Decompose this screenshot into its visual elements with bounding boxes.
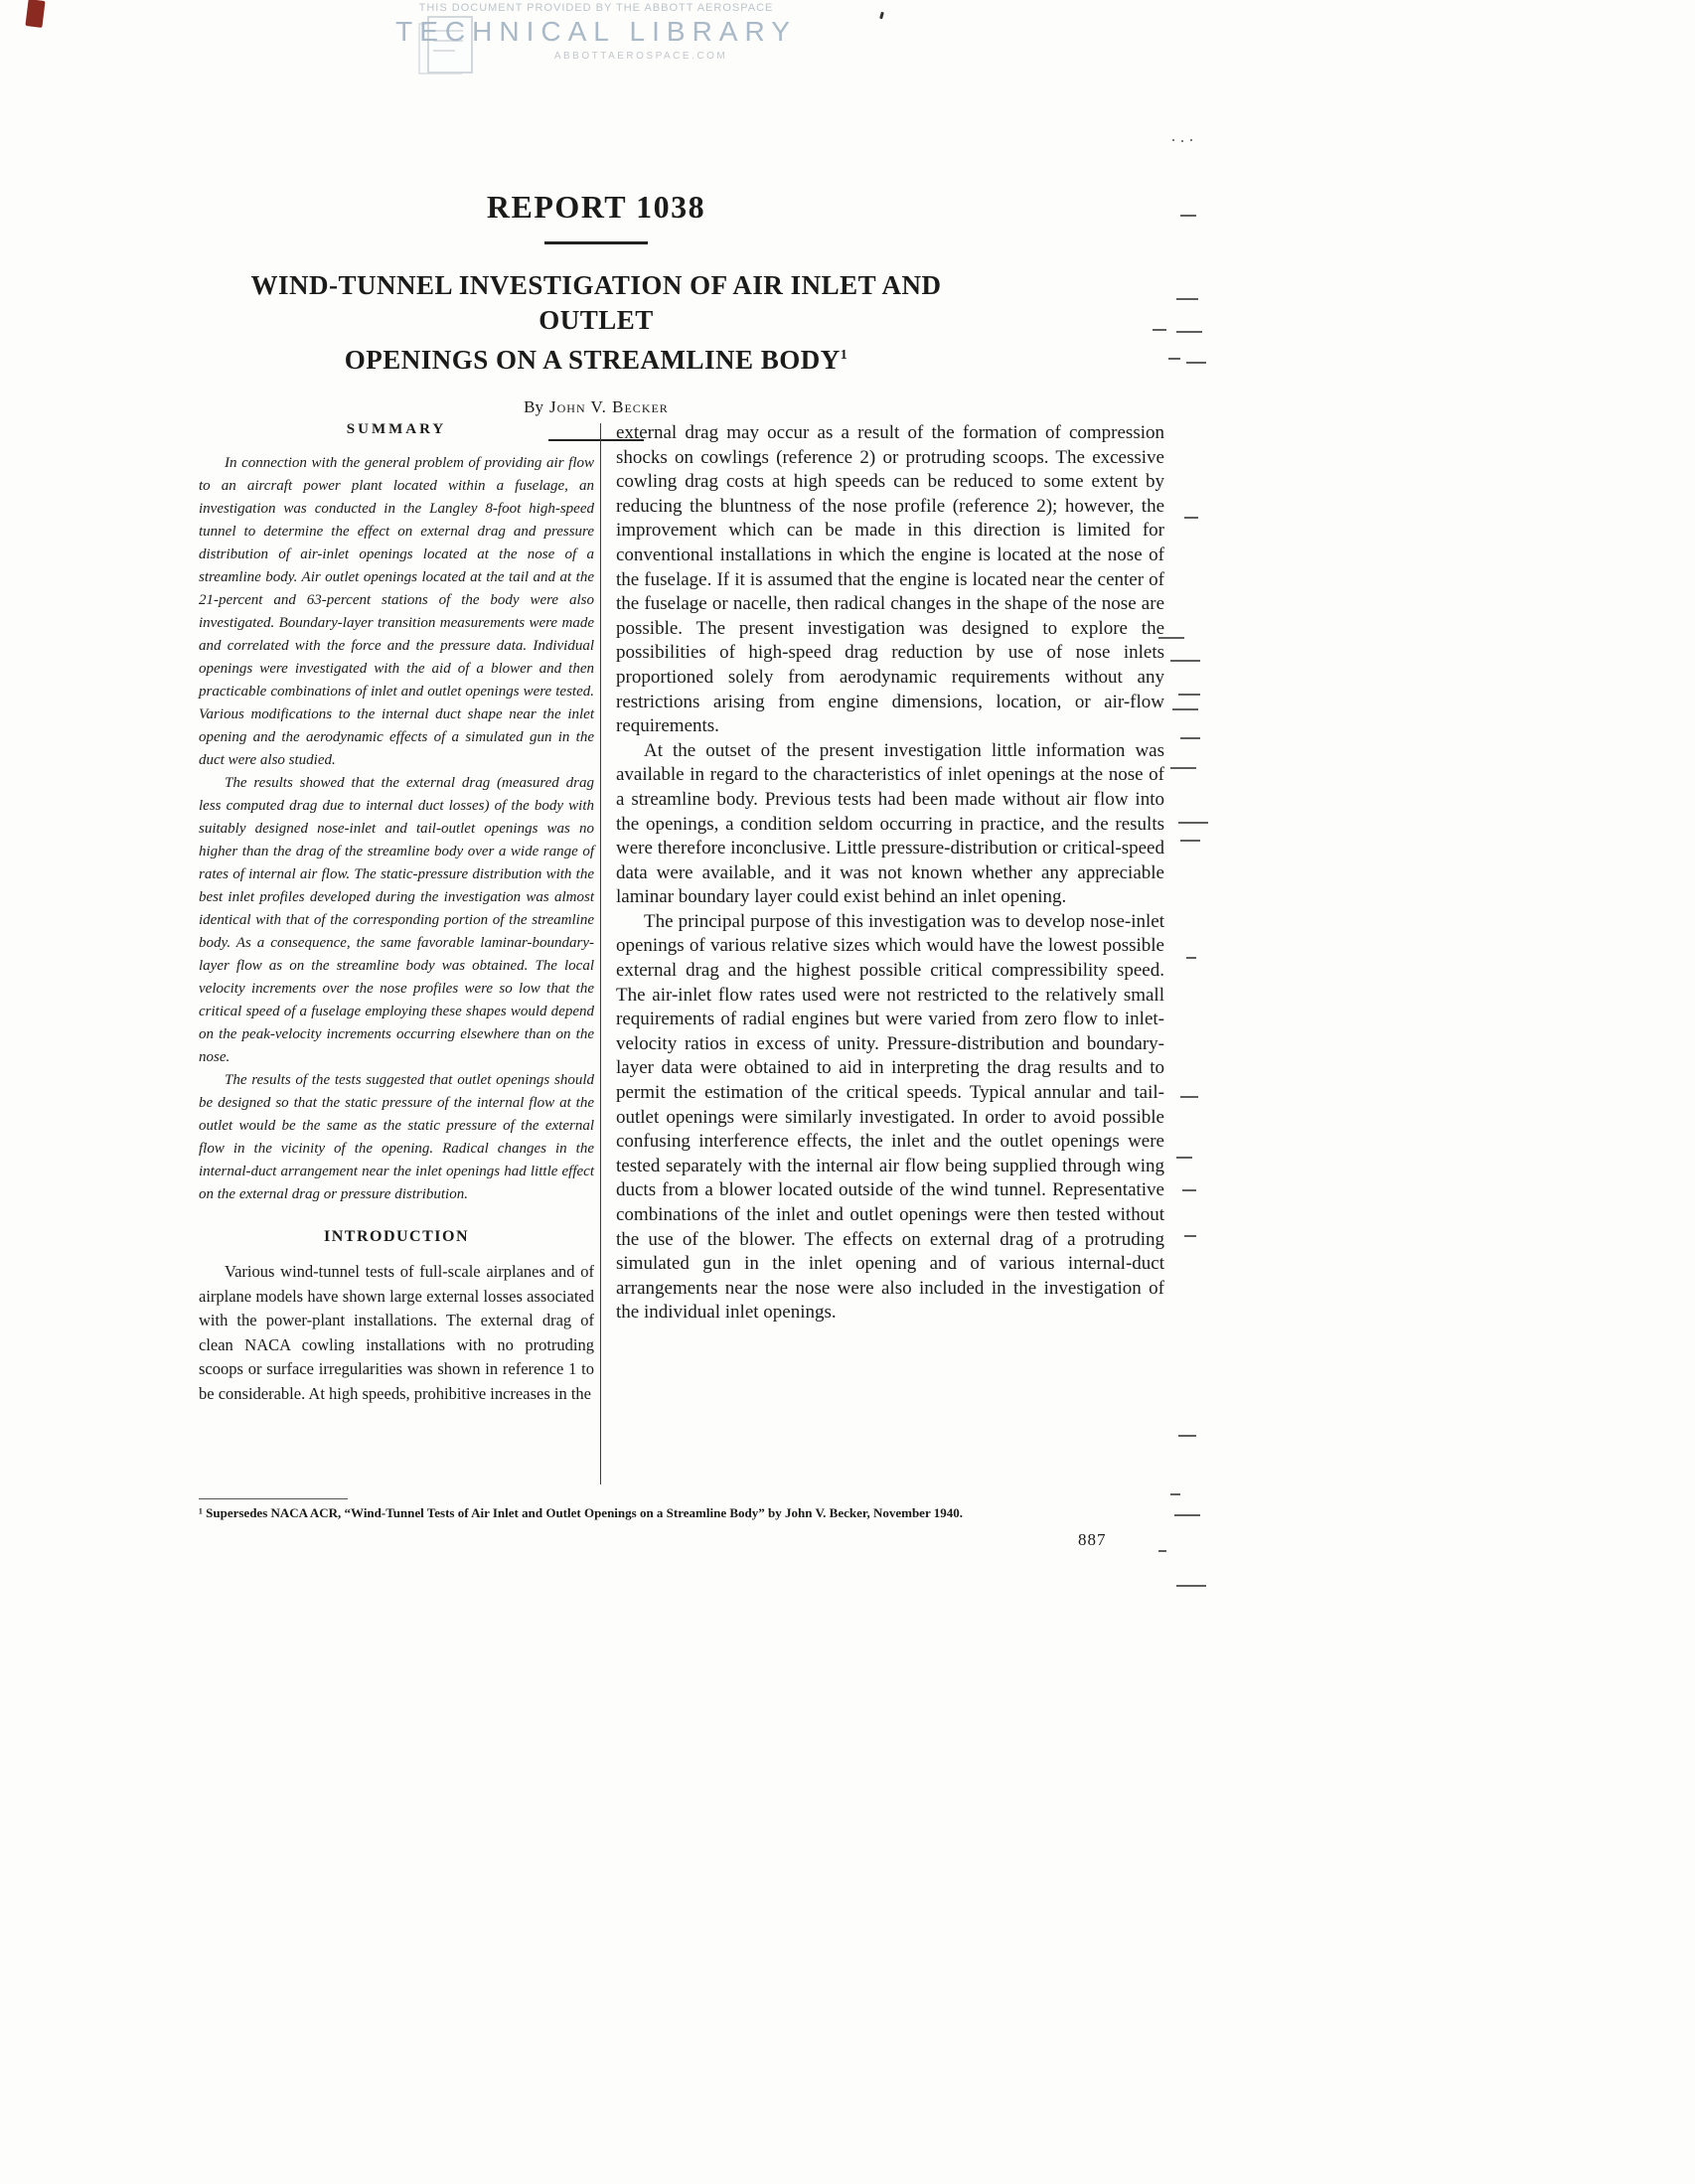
watermark-library-title: TECHNICAL LIBRARY xyxy=(395,16,797,47)
paper-title-line1: WIND-TUNNEL INVESTIGATION OF AIR INLET AND OUTLET xyxy=(250,270,942,335)
pencil-dash-mark xyxy=(1174,1514,1200,1516)
pencil-dash-mark xyxy=(1176,331,1202,333)
pencil-dash-mark xyxy=(1172,708,1198,710)
left-column xyxy=(199,421,594,1406)
pencil-dash-mark xyxy=(1176,1585,1206,1587)
pencil-dash-mark xyxy=(1168,358,1180,360)
pencil-dash-mark xyxy=(1184,1235,1196,1237)
pencil-dash-mark xyxy=(1176,298,1198,300)
body-paragraph: At the outset of the present investigation little information was available in regard to the characteristics of inlet openings at the nose of a streamline body. Previous tests had been made without air flow into the openings, a condition seldom occurring in practice, and the results were therefore inconclusive. Little pressure-distribution or critical-speed data were available, and it was not known whether any appreciable laminar boundary layer could exist behind an inlet opening. xyxy=(616,739,1164,908)
introduction-heading: INTRODUCTION xyxy=(323,1228,469,1245)
summary-paragraph: In connection with the general problem of providing air flow to an aircraft power plant located within a fuselage, an investigation was conducted in the Langley 8-foot high-speed tunnel to determine the effect on external drag and pressure distribution of air-inlet openings located at the nose of a streamline body. Air outlet openings located at the tail and at the 21-percent and 63-percent stations of the body were also investigated. Boundary-layer transition measurements were made and correlated with the force and the pressure data. Individual openings were investigated with the aid of a blower and then practicable combinations of inlet and outlet openings were tested. Various modifications to the internal duct shape near the inlet opening and the aerodynamic effects of a simulated gun in the duct were also studied. xyxy=(199,455,594,768)
pencil-dash-mark xyxy=(1184,517,1198,519)
pencil-dash-mark xyxy=(1153,329,1166,331)
introduction-section xyxy=(199,1260,594,1406)
summary-paragraph: The results of the tests suggested that outlet openings should be designed so that the static pressure of the internal flow at the outlet would be the same as the static pressure of the external flow in the vicinity of the opening. Radical changes in the internal-duct arrangement near the inlet openings had little effect on the external drag or pressure distribution. xyxy=(199,1072,594,1202)
watermark xyxy=(298,2,894,62)
pencil-dash-mark xyxy=(1180,737,1200,739)
pencil-dash-mark xyxy=(1180,1096,1198,1098)
pencil-dash-mark xyxy=(1170,660,1200,662)
pencil-dots-mark xyxy=(1172,139,1174,141)
column-divider xyxy=(600,423,601,1484)
footnote: ¹ Supersedes NACA ACR, “Wind-Tunnel Tests of Air Inlet and Outlet Openings on a Streamline Body” by John V. Becker, November 1940. xyxy=(199,1505,963,1520)
pencil-dash-mark xyxy=(1180,840,1200,842)
body-paragraph: The principal purpose of this investigation was to develop nose-inlet openings of various relative sizes which would have the lowest possible external drag and the highest possible critical compressibility speed. The air-inlet flow rates used were not restricted to the relatively small requirements of radial engines but were varied from zero flow to inlet-velocity ratios in excess of unity. Pressure-distribution and boundary-layer data were obtained to aid in interpreting the drag results and to permit the estimation of the critical speeds. Typical annular and tail-outlet openings were similarly investigated. In order to avoid possible confusing interference effects, the inlet and the outlet openings were tested separately with the internal air flow being supplied through wing ducts from a blower located outside of the wind tunnel. Representative combinations of the inlet and outlet openings were then tested without the use of the blower. The effects on external drag of a protruding simulated gun in the inlet opening and of various internal-duct arrangements near the nose were also included in the investigation of the individual inlet openings. xyxy=(616,910,1164,1324)
pencil-dash-mark xyxy=(1170,1493,1180,1495)
footnote-rule xyxy=(199,1498,348,1499)
footnote-marker: 1 xyxy=(840,348,848,363)
pencil-dash-mark xyxy=(1180,215,1196,217)
pencil-dash-mark xyxy=(1178,822,1208,824)
right-column xyxy=(616,421,1164,1326)
pencil-dash-mark xyxy=(1186,957,1196,959)
red-stamp-mark xyxy=(25,0,45,28)
author-name: John V. Becker xyxy=(549,397,669,416)
pencil-dash-mark xyxy=(1182,1189,1196,1191)
summary-section xyxy=(199,452,594,1206)
summary-paragraph: The results showed that the external drag (measured drag less computed drag due to internal duct losses) of the body with suitably designed nose-inlet and tail-outlet openings was no higher than the drag of the streamline body over a wide range of rates of internal air flow. The static-pressure distribution with the best inlet profiles developed during the investigation was almost identical with that of the corresponding portion of the streamline body. As a consequence, the same favorable laminar-boundary-layer flow as on the streamline body was obtained. The local velocity increments over the nose profiles were so low that the critical speed of a fuselage employing these shapes would depend on the peak-velocity increments occurring elsewhere than on the nose. xyxy=(199,775,594,1065)
introduction-paragraph: Various wind-tunnel tests of full-scale airplanes and of airplane models have shown large external losses associated with the power-plant installations. The external drag of clean NACA cowling installations with no protruding scoops or surface irregularities was shown in reference 1 to be considerable. At high speeds, prohibitive increases in the xyxy=(199,1262,594,1403)
pencil-dash-mark xyxy=(1158,1550,1166,1552)
watermark-provider-line: THIS DOCUMENT PROVIDED BY THE ABBOTT AEROSPACE xyxy=(418,2,774,14)
pencil-dash-mark xyxy=(1176,1157,1192,1159)
byline-prefix: By xyxy=(524,397,543,416)
paper-title xyxy=(199,268,994,378)
watermark-site-url: ABBOTTAEROSPACE.COM xyxy=(553,51,728,62)
byline xyxy=(199,397,994,417)
pencil-dash-mark xyxy=(1178,694,1200,696)
pencil-dash-mark xyxy=(1170,767,1196,769)
page-number: 887 xyxy=(1078,1530,1107,1549)
title-rule xyxy=(544,241,648,244)
paper-title-line2: OPENINGS ON A STREAMLINE BODY xyxy=(344,345,841,375)
pencil-dash-mark xyxy=(1178,1435,1196,1437)
summary-heading: SUMMARY xyxy=(346,421,447,437)
pencil-dash-mark xyxy=(1186,362,1206,364)
body-paragraph: external drag may occur as a result of the formation of compression shocks on cowlings (reference 2) or protruding scoops. The excessive cowling drag costs at high speeds can be reduced to some extent by reducing the bluntness of the nose profile (reference 2); however, the improvement which can be made in this direction is limited for conventional installations in which the engine is located at the nose of the fuselage. If it is assumed that the engine is located near the center of the fuselage or nacelle, then radical changes in the shape of the nose are possible. The present investigation was designed to explore the possibilities of high-speed drag reduction by use of nose inlets proportioned solely from aerodynamic requirements without any restrictions arising from engine dimensions, location, or air-flow requirements. xyxy=(616,422,1164,737)
title-block xyxy=(199,189,994,441)
report-number: REPORT 1038 xyxy=(486,189,706,225)
